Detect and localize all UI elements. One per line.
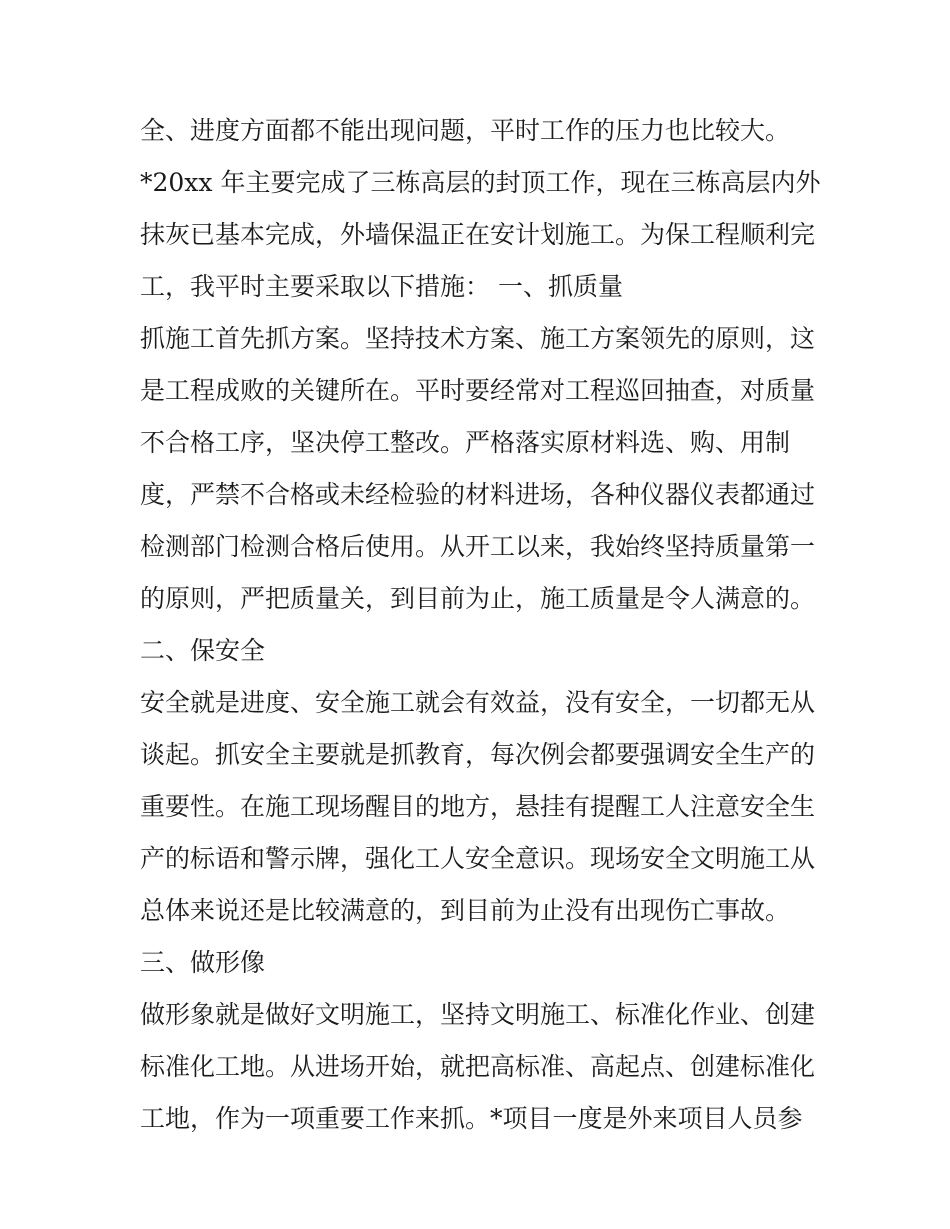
text-line: 标准化工地。从进场开始，就把高标准、高起点、创建标准化 (140, 1052, 816, 1081)
text-line: 安全就是进度、安全施工就会有效益，没有安全，一切都无从 (140, 688, 816, 717)
document-body (140, 105, 820, 1145)
text-line: 抓施工首先抓方案。坚持技术方案、施工方案领先的原则，这 (140, 324, 816, 353)
text-line: *20xx 年主要完成了三栋高层的封顶工作，现在三栋高层内外 (140, 168, 821, 197)
text-line: 是工程成败的关键所在。平时要经常对工程巡回抽查，对质量 (140, 376, 816, 405)
text-line: 不合格工序，坚决停工整改。严格落实原材料选、购、用制 (140, 428, 791, 457)
text-line: 总体来说还是比较满意的，到目前为止没有出现伤亡事故。 (140, 896, 791, 925)
text-line: 的原则，严把质量关，到目前为止，施工质量是令人满意的。 (140, 584, 816, 613)
section-heading: 二、保安全 (140, 636, 266, 665)
text-line: 谈起。抓安全主要就是抓教育，每次例会都要强调安全生产的 (140, 740, 816, 769)
text-line: 抹灰已基本完成，外墙保温正在安计划施工。为保工程顺利完 (140, 220, 816, 249)
text-line: 产的标语和警示牌，强化工人安全意识。现场安全文明施工从 (140, 844, 816, 873)
text-line: 检测部门检测合格后使用。从开工以来，我始终坚持质量第一 (140, 532, 816, 561)
text-line: 全、进度方面都不能出现问题，平时工作的压力也比较大。 (140, 116, 791, 145)
text-line: 重要性。在施工现场醒目的地方，悬挂有提醒工人注意安全生 (140, 792, 816, 821)
text-line: 做形象就是做好文明施工，坚持文明施工、标准化作业、创建 (140, 1000, 816, 1029)
text-line: 工，我平时主要采取以下措施： 一、抓质量 (140, 272, 623, 301)
section-heading: 三、做形像 (140, 948, 266, 977)
text-line: 度，严禁不合格或未经检验的材料进场，各种仪器仪表都通过 (140, 480, 816, 509)
text-line: 工地，作为一项重要工作来抓。*项目一度是外来项目人员参 (140, 1104, 803, 1133)
